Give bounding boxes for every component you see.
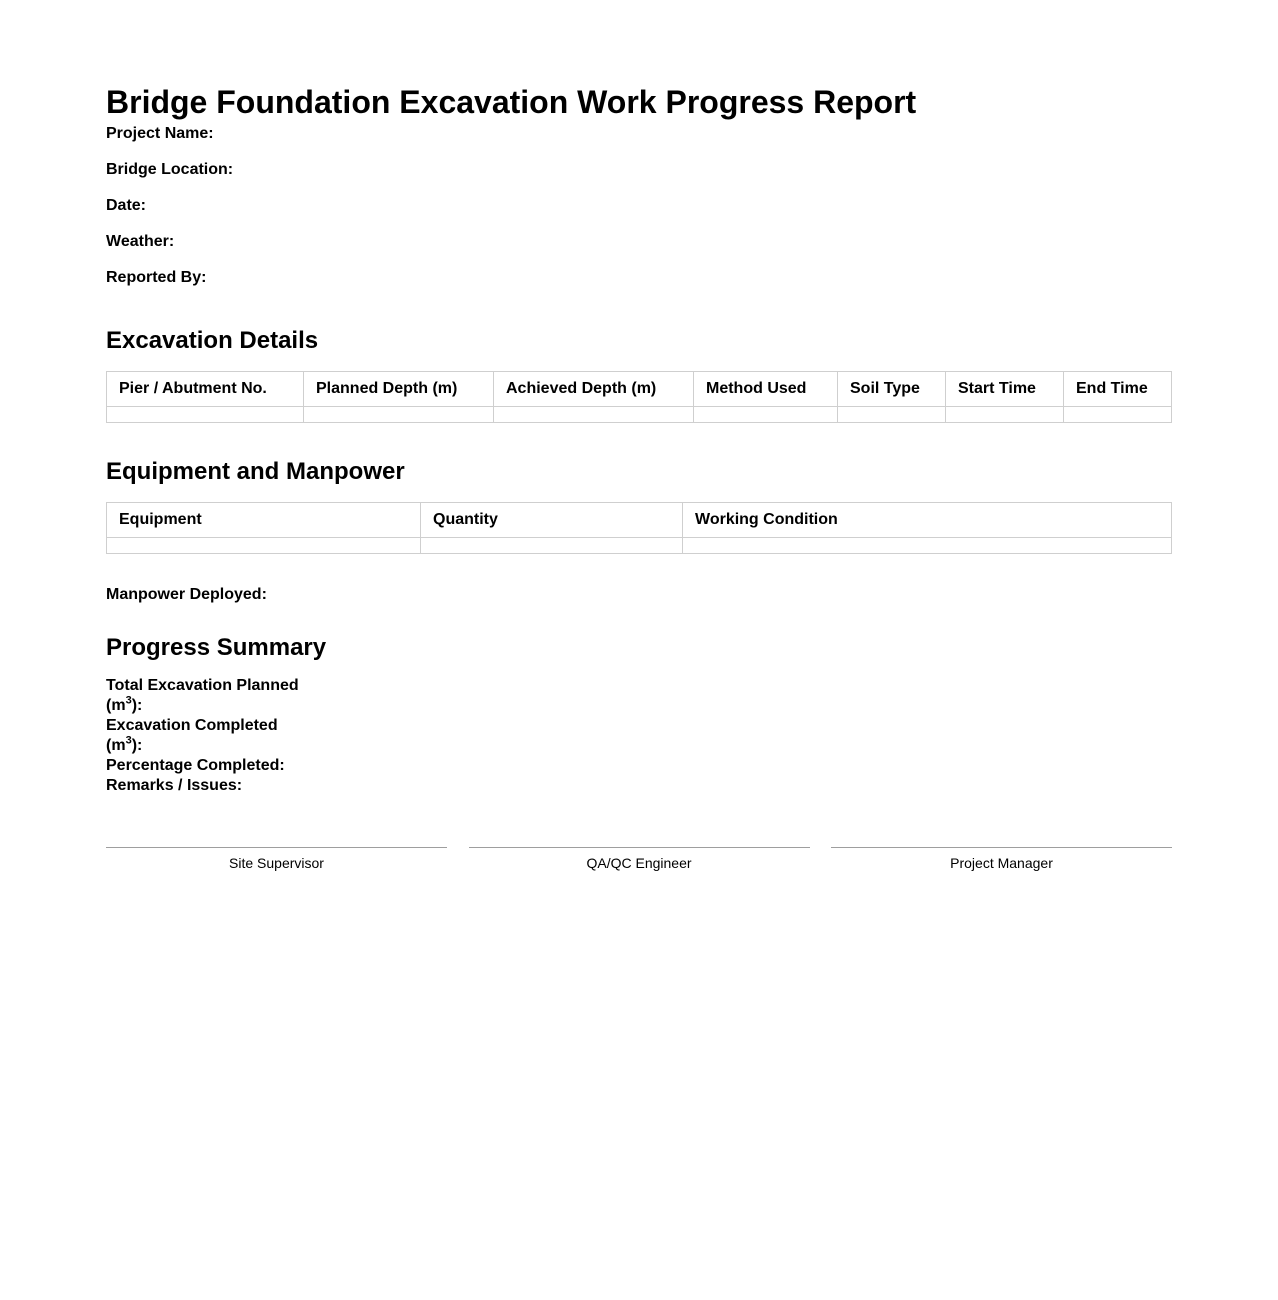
col-achieved-depth: Achieved Depth (m) <box>494 372 694 407</box>
progress-summary-fields <box>106 676 306 796</box>
col-equipment: Equipment <box>107 503 421 538</box>
excavation-table <box>106 371 1172 423</box>
col-pier-abutment: Pier / Abutment No. <box>107 372 304 407</box>
col-start-time: Start Time <box>946 372 1064 407</box>
header-fields <box>106 124 1172 304</box>
table-cell[interactable] <box>304 407 494 423</box>
bridge-location-field: Bridge Location: <box>106 161 234 178</box>
table-cell[interactable] <box>946 407 1064 423</box>
equipment-manpower-heading: Equipment and Manpower <box>106 458 405 485</box>
table-cell[interactable] <box>494 407 694 423</box>
col-planned-depth: Planned Depth (m) <box>304 372 494 407</box>
report-page <box>106 82 1172 871</box>
col-end-time: End Time <box>1064 372 1172 407</box>
table-cell[interactable] <box>683 538 1172 554</box>
total-excavation-planned-field: Total Excavation Planned $(m^3)$: <box>106 677 299 714</box>
col-quantity: Quantity <box>421 503 683 538</box>
excavation-completed-field: Excavation Completed $(m^3)$: <box>106 717 278 754</box>
remarks-issues-field: Remarks / Issues: <box>106 777 243 794</box>
signature-qa-qc-engineer: QA/QC Engineer <box>469 847 810 871</box>
weather-field: Weather: <box>106 233 175 250</box>
col-method-used: Method Used <box>694 372 838 407</box>
table-row <box>107 538 1172 554</box>
table-cell[interactable] <box>107 538 421 554</box>
date-field: Date: <box>106 197 147 214</box>
table-cell[interactable] <box>694 407 838 423</box>
table-cell[interactable] <box>421 538 683 554</box>
col-soil-type: Soil Type <box>838 372 946 407</box>
table-header-row <box>107 503 1172 538</box>
signature-project-manager: Project Manager <box>831 847 1172 871</box>
manpower-deployed-field: Manpower Deployed: <box>106 586 267 603</box>
table-cell[interactable] <box>1064 407 1172 423</box>
progress-summary-heading: Progress Summary <box>106 634 327 661</box>
excavation-details-heading: Excavation Details <box>106 327 319 354</box>
page-title: Bridge Foundation Excavation Work Progress Report <box>106 84 917 120</box>
signature-site-supervisor: Site Supervisor <box>106 847 447 871</box>
percentage-completed-field: Percentage Completed: <box>106 757 285 774</box>
table-row <box>107 407 1172 423</box>
equipment-table <box>106 502 1172 554</box>
table-header-row <box>107 372 1172 407</box>
col-working-condition: Working Condition <box>683 503 1172 538</box>
table-cell[interactable] <box>107 407 304 423</box>
signature-section <box>106 847 1172 871</box>
project-name-field: Project Name: <box>106 125 214 142</box>
reported-by-field: Reported By: <box>106 269 207 286</box>
table-cell[interactable] <box>838 407 946 423</box>
